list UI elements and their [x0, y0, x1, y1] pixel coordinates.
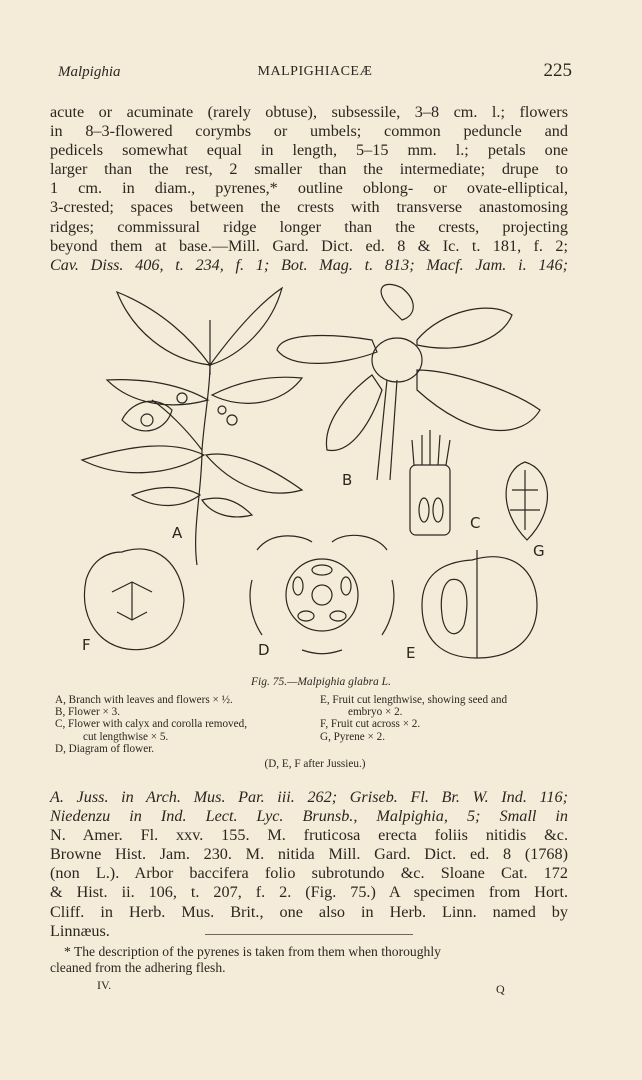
caption-line: B, Flower × 3. [55, 706, 121, 719]
figure-label-g: G [533, 542, 545, 560]
text-line: beyond them at base.—Mill. Gard. Dict. ed. 8 & Ic. t. 181, f. 2; [50, 236, 568, 255]
page-number: 225 [543, 60, 572, 81]
caption-line: E, Fruit cut lengthwise, showing seed and [320, 694, 508, 706]
running-header [58, 62, 572, 86]
header-genus: Malpighia [58, 64, 121, 80]
text-line: 3-crested; spaces between the crests with transverse anastomosing [50, 198, 568, 217]
botanical-illustration [72, 280, 572, 670]
volume-signature: IV. [97, 978, 112, 992]
figure-label-c: C [470, 514, 481, 532]
text-line: N. Amer. Fl. xxv. 155. M. fruticosa erecta foliis nitidis &c. [50, 826, 568, 845]
floral-diagram [250, 535, 394, 653]
branch-drawing [82, 288, 302, 565]
pyrene-drawing [506, 462, 547, 540]
figure-label-d: D [258, 641, 270, 659]
figure-label-b: B [342, 471, 353, 489]
text-line: Cliff. in Herb. Mus. Brit., one also in Herb. Linn. named by [50, 902, 568, 921]
caption-right-column [320, 694, 580, 743]
fruit-cross-section-drawing [85, 549, 185, 650]
text-line: & Hist. ii. 106, t. 207, f. 2. (Fig. 75.) A specimen from Hort. [50, 883, 568, 902]
text-line: 1 cm. in diam., pyrenes,* outline oblong- or ovate-elliptical, [50, 179, 568, 198]
footnote-line: * The description of the pyrenes is taken from them when thoroughly [64, 944, 441, 959]
figure-label-a: A [172, 524, 183, 542]
caption-left-column [55, 694, 305, 755]
text-line: in 8–3-flowered corymbs or umbels; common peduncle and [50, 122, 568, 141]
text-line: Browne Hist. Jam. 230. M. nitida Mill. Gard. Dict. ed. 8 (1768) [50, 845, 568, 864]
text-line: (non L.). Arbor baccifera folio subrotundo &c. Sloane Cat. 172 [50, 864, 568, 883]
text-line: ridges; commissural ridge longer than the crests, projecting [50, 217, 568, 236]
text-line: A. Juss. in Arch. Mus. Par. iii. 262; Griseb. Fl. Br. W. Ind. 116; [50, 788, 568, 806]
footnote-divider [205, 934, 413, 935]
caption-line: embryo × 2. [348, 706, 403, 719]
caption-line: F, Fruit cut across × 2. [320, 718, 421, 731]
caption-line: C, Flower with calyx and corolla removed, [55, 718, 248, 731]
flower-drawing [277, 284, 540, 480]
caption-line: D, Diagram of flower. [55, 742, 155, 755]
caption-note: (D, E, F after Jussieu.) [264, 758, 366, 770]
description-paragraph [50, 103, 568, 275]
text-line: larger than the rest, 2 smaller than the intermediate; drupe to [50, 160, 568, 179]
gathering-signature: Q [496, 982, 505, 996]
text-line: Niedenzu in Ind. Lect. Lyc. Brunsb., Malpighia, 5; Small in [50, 807, 568, 826]
text-line: Linnæus. [50, 921, 110, 940]
figure-title: Fig. 75.—Malpighia glabra L. [251, 676, 391, 688]
figure-label-e: E [406, 644, 416, 662]
text-line: acute or acuminate (rarely obtuse), subsessile, 3–8 cm. l.; flowers [50, 103, 568, 121]
text-line: pedicels somewhat equal in length, 5–15 mm. l.; petals one [50, 141, 568, 160]
text-line: Cav. Diss. 406, t. 234, f. 1; Bot. Mag. t. 813; Macf. Jam. i. 146; [50, 255, 568, 274]
footnote [50, 944, 568, 976]
references-paragraph [50, 788, 568, 941]
caption-line: A, Branch with leaves and flowers × ½. [55, 694, 233, 706]
figure-label-f: F [82, 636, 91, 654]
dissected-flower-drawing [410, 430, 450, 535]
caption-line: cut lengthwise × 5. [83, 730, 169, 743]
footnote-line: cleaned from the adhering flesh. [50, 960, 226, 975]
header-family: MALPIGHIACEÆ [257, 64, 373, 79]
fruit-lengthwise-drawing [422, 550, 537, 658]
caption-line: G, Pyrene × 2. [320, 730, 386, 743]
